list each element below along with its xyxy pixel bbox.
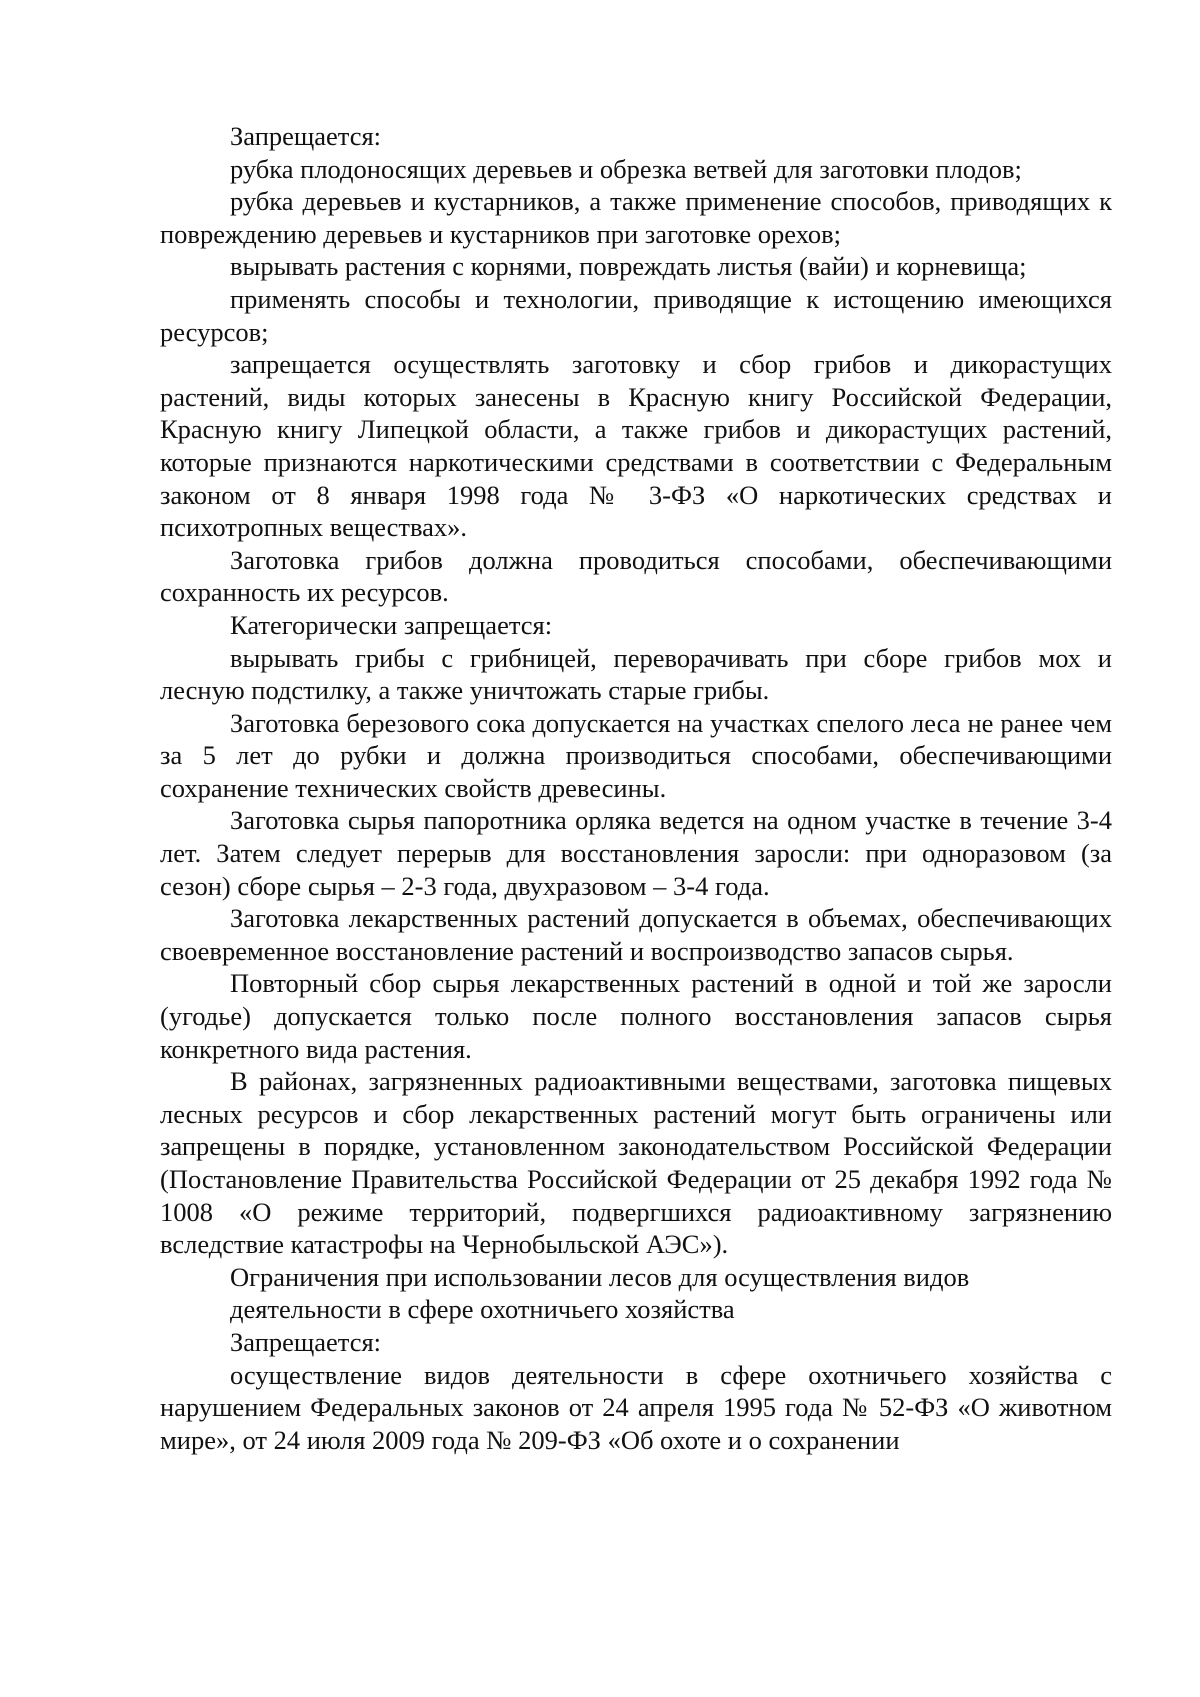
paragraph-repeat-collection: Повторный сбор сырья лекарственных растений в одной и той же заросли (угодье) допускается только после полного восстановления запасов сырья конкретного вида растения. [160, 968, 1112, 1064]
paragraph-hunting-prohibited: Запрещается: [230, 1326, 382, 1357]
paragraph-prohibited-heading: Запрещается: [230, 121, 382, 151]
section-heading-line-2: деятельности в сфере охотничьего хозяйства [230, 1294, 735, 1325]
paragraph-strictly-prohibited: Категорически запрещается: [230, 609, 553, 640]
paragraph-medicinal-volume: Заготовка лекарственных растений допускается в объемах, обеспечивающих своевременное восстановление растений и воспроизводство запасов сырья. [160, 903, 1112, 966]
paragraph-bracken: Заготовка сырья папоротника орляка ведется на одном участке в течение 3-4 лет. Затем следует перерыв для восстановления заросли: при одноразовом (за сезон) сборе сырья – 2-3 года, двухразовом – 3-4 года. [160, 805, 1112, 901]
paragraph-depletion: применять способы и технологии, приводящие к истощению имеющихся ресурсов; [160, 283, 1112, 347]
paragraph-mushroom-methods: Заготовка грибов должна проводиться способами, обеспечивающими сохранность их ресурсов. [160, 544, 1112, 608]
paragraph-red-book: запрещается осуществлять заготовку и сбор грибов и дикорастущих растений, виды которых занесены в Красную книгу Российской Федерации, Красную книгу Липецкой области, а также грибов и дикорастущих растений, которые признаются наркотическими средствами в соответствии с Федеральным законом от 8 января 1998 года № 3-ФЗ «О наркотических средствах и психотропных веществах». [160, 349, 1112, 543]
section-heading-hunting [160, 1261, 1112, 1326]
paragraph-roots: вырывать растения с корнями, повреждать листья (вайи) и корневища; [230, 251, 1027, 282]
paragraph-birch-sap: Заготовка березового сока допускается на участках спелого леса не ранее чем за 5 лет до рубки и должна производиться способами, обеспечивающими сохранение технических свойств древесины. [160, 707, 1112, 803]
paragraph-mycelium: вырывать грибы с грибницей, переворачивать при сборе грибов мох и лесную подстилку, а также уничтожать старые грибы. [160, 642, 1112, 706]
section-heading-line-1: Ограничения при использовании лесов для осуществления видов [230, 1261, 970, 1292]
paragraph-nut-harvest: рубка деревьев и кустарников, а также применение способов, приводящих к повреждению деревьев и кустарников при заготовке орехов; [160, 186, 1112, 249]
paragraph-radioactive: В районах, загрязненных радиоактивными веществами, заготовка пищевых лесных ресурсов и сбор лекарственных растений могут быть ограничены или запрещены в порядке, установленном законодательством Российской Федерации (Постановление Правительства Российской Федерации от 25 декабря 1992 года № 1008 «О режиме территорий, подвергшихся радиоактивному загрязнению вследствие катастрофы на Чернобыльской АЭС»). [160, 1066, 1112, 1260]
paragraph-hunting-laws: осуществление видов деятельности в сфере охотничьего хозяйства с нарушением Федеральных законов от 24 апреля 1995 года № 52-ФЗ «О животном мире», от 24 июля 2009 года № 209-ФЗ «Об охоте и о сохранении [160, 1359, 1112, 1455]
document-page [160, 120, 1112, 1456]
paragraph-fruit-trees: рубка плодоносящих деревьев и обрезка ветвей для заготовки плодов; [230, 153, 1022, 184]
